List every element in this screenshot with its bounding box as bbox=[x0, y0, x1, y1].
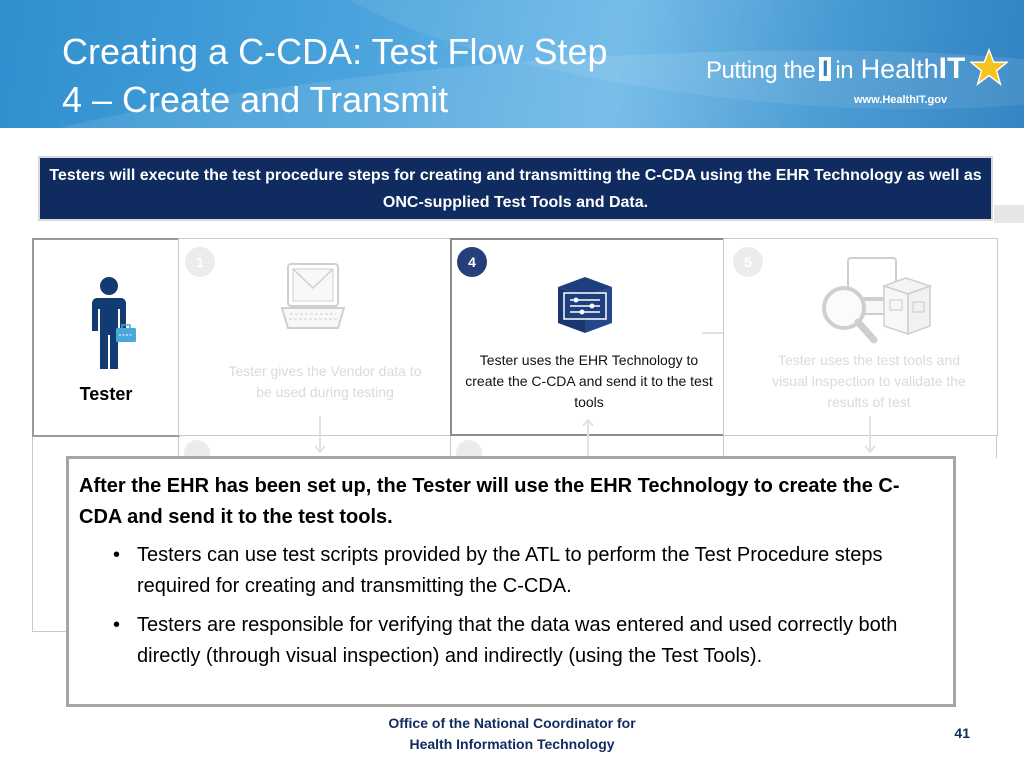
grid-line bbox=[723, 434, 724, 458]
step-text-5: Tester uses the test tools and visual inspection to validate the results of test bbox=[772, 352, 966, 410]
step-badge-4: 4 bbox=[457, 247, 487, 277]
logo-text-health: Health bbox=[860, 54, 939, 84]
callout-bullet bbox=[113, 540, 949, 602]
star-icon bbox=[970, 48, 1008, 86]
footer-organization bbox=[342, 713, 682, 755]
arrow-down-icon bbox=[862, 416, 878, 456]
callout-bullet-text: Testers can use test scripts provided by the ATL to perform the Test Procedure steps required for creating and transmitting the C-CDA. bbox=[137, 544, 883, 597]
logo-text-it: IT bbox=[938, 52, 966, 85]
tester-label: Tester bbox=[79, 384, 133, 404]
logo-url: www.HealthIT.gov bbox=[854, 94, 948, 106]
callout-bullet-text: Testers are responsible for verifying that the data was entered and used correctly both directly (through visual inspection) and indirectly (using the Test Tools). bbox=[137, 614, 898, 667]
banner-shadow bbox=[994, 205, 1024, 223]
footer-line1: Office of the National Coordinator for bbox=[388, 715, 636, 731]
callout-bullet bbox=[113, 610, 949, 672]
grid-line bbox=[178, 434, 179, 458]
step-text-1: Tester gives the Vendor data to be used during testing bbox=[228, 363, 422, 400]
slide-title-line2: 4 – Create and Transmit bbox=[62, 79, 449, 120]
intro-banner bbox=[40, 158, 991, 219]
page-number: 41 bbox=[954, 725, 970, 741]
footer-line2: Health Information Technology bbox=[409, 736, 615, 752]
step-badge-5: 5 bbox=[733, 247, 763, 277]
callout-box bbox=[66, 456, 956, 707]
logo-text-a: Putting the bbox=[706, 57, 816, 84]
slide-title bbox=[62, 28, 608, 124]
arrow-down-icon bbox=[312, 416, 328, 456]
grid-line bbox=[32, 631, 68, 632]
step-text-4: Tester uses the EHR Technology to create the C-CDA and send it to the test tools bbox=[465, 352, 713, 410]
tester-person-icon bbox=[88, 276, 138, 372]
callout-bullet-list bbox=[79, 540, 949, 680]
callout-heading: After the EHR has been set up, the Tester will use the EHR Technology to create the C-CDA and send it to the test tools. bbox=[79, 475, 900, 528]
grid-line bbox=[32, 432, 33, 632]
bullet-glyph: • bbox=[113, 614, 121, 636]
intro-banner-text: Testers will execute the test procedure steps for creating and transmitting the C-CDA using the EHR Technology as well as ONC-supplied Test Tools and Data. bbox=[49, 166, 982, 211]
logo-text-b: in bbox=[835, 57, 854, 84]
step-badge-1: 1 bbox=[185, 247, 215, 277]
logo-text-i: I bbox=[819, 57, 831, 81]
bullet-glyph: • bbox=[113, 544, 121, 566]
ehr-box-icon bbox=[554, 273, 616, 335]
header-band bbox=[0, 0, 1024, 128]
arrow-up-icon bbox=[580, 416, 596, 456]
healthit-logo bbox=[706, 52, 966, 106]
logo-wordmark bbox=[706, 52, 965, 86]
laptop-email-icon bbox=[280, 262, 346, 332]
inspect-tools-icon bbox=[818, 256, 934, 346]
slide-title-line1: Creating a C-CDA: Test Flow Step bbox=[62, 31, 608, 72]
grid-line bbox=[996, 434, 997, 458]
grid-line bbox=[450, 434, 451, 458]
